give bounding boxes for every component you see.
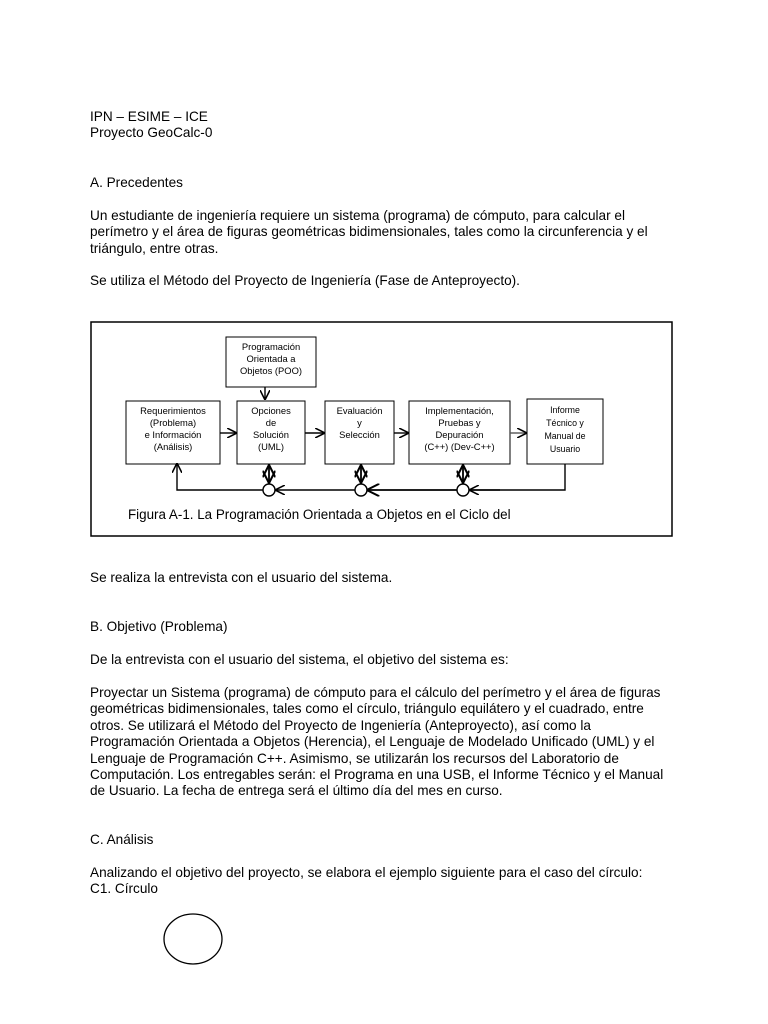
section-b-heading: B. Objetivo (Problema) [90, 619, 228, 634]
box-opc-line: de [265, 417, 277, 428]
text-line: de Usuario. La fecha de entrega será el último día del mes en curso. [90, 783, 503, 799]
section-c-subheading: C1. Círculo [90, 881, 158, 896]
text-line: otros. Se utilizará el Método del Proyecto de Ingeniería (Anteproyecto), así como la [90, 717, 591, 733]
circle-example-figure [155, 906, 231, 972]
section-a-heading: A. Precedentes [90, 175, 183, 190]
box-req-line: (Problema) [149, 417, 197, 428]
box-impl-line: Pruebas y [438, 417, 481, 428]
feedback-line-left [177, 464, 263, 490]
section-b-objective [90, 685, 680, 800]
junction-node-1 [263, 484, 275, 496]
box-eval-line: Evaluación [336, 405, 383, 416]
box-eval-line: y [357, 417, 362, 428]
text-line: Computación. Los entregables serán: el Programa en una USB, el Informe Técnico y el Manual [90, 767, 664, 783]
box-opc-line: Opciones [251, 405, 291, 416]
text-line: triángulo, entre otras. [90, 240, 219, 256]
text-line: Lenguaje de Programación C++. Asimismo, se utilizarán los recursos del Laboratorio de [90, 750, 619, 766]
box-poo-line: Orientada a [246, 353, 296, 364]
junction-node-3 [457, 484, 469, 496]
box-eval-line: Selección [339, 429, 380, 440]
box-opc-line: (UML) [257, 441, 285, 452]
section-c-intro: Analizando el objetivo del proyecto, se elabora el ejemplo siguiente para el caso del círculo: [90, 865, 643, 880]
box-inf-line: Manual de [544, 431, 586, 441]
section-c-heading: C. Análisis [90, 832, 154, 847]
box-req-line: e Información [144, 429, 202, 440]
box-inf-line: Usuario [549, 444, 581, 454]
circle-shape [164, 914, 222, 964]
header-project: Proyecto GeoCalc-0 [90, 125, 213, 140]
text-line: perímetro y el área de figuras geométricas bidimensionales, tales como la circunferencia y el [90, 224, 648, 240]
figure-caption: Figura A-1. La Programación Orientada a Objetos en el Ciclo del [128, 507, 511, 522]
junction-node-2 [355, 484, 367, 496]
text-line: Un estudiante de ingeniería requiere un sistema (programa) de cómputo, para calcular el [90, 208, 625, 223]
box-inf-line: Técnico y [546, 418, 584, 428]
box-impl-line: Depuración [435, 429, 484, 440]
text-line: Proyectar un Sistema (programa) de cómputo para el cálculo del perímetro y el área de figuras [90, 685, 661, 700]
box-impl-line: (C++) (Dev-C++) [424, 441, 495, 452]
box-poo-line: Programación [241, 341, 301, 352]
feedback-line-right [470, 464, 565, 490]
text-line: Programación Orientada a Objetos (Herencia), el Lenguaje de Modelado Unificado (UML) y el [90, 734, 655, 750]
box-poo-line: Objetos (POO) [240, 365, 302, 376]
box-opc-line: Solución [253, 429, 289, 440]
after-figure-text: Se realiza la entrevista con el usuario del sistema. [90, 570, 393, 585]
section-b-intro: De la entrevista con el usuario del sistema, el objetivo del sistema es: [90, 652, 509, 667]
text-line: geométricas bidimensionales, tales como el círculo, triángulo equilátero y el cuadrado, entre [90, 701, 644, 717]
box-req-line: Requerimientos [140, 405, 206, 416]
box-req-line: (Análisis) [153, 441, 193, 452]
header-institution: IPN – ESIME – ICE [90, 109, 208, 124]
box-inf-line: Informe [550, 405, 580, 415]
box-impl-line: Implementación, [425, 405, 494, 416]
section-a-paragraph-2: Se utiliza el Método del Proyecto de Ingeniería (Fase de Anteproyecto). [90, 273, 520, 288]
